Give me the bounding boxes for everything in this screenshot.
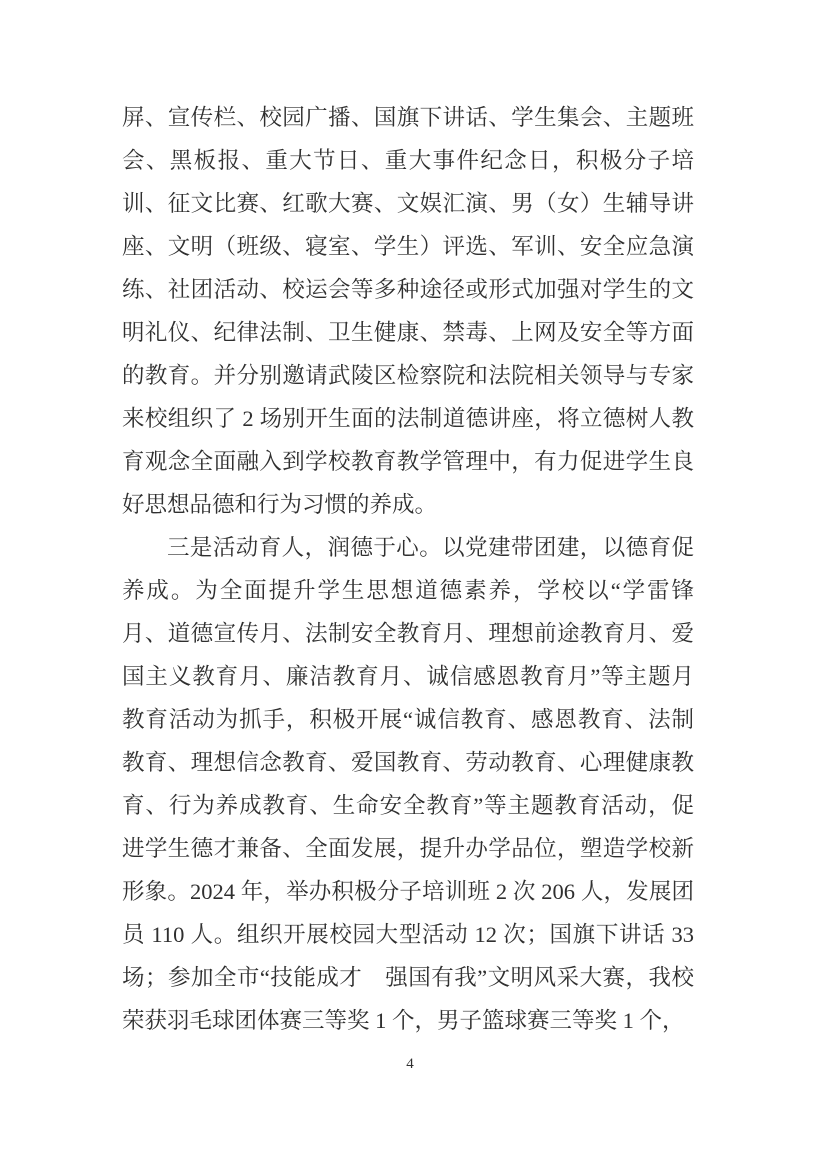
text-line: 国主义教育月、廉洁教育月、诚信感恩教育月”等主题月	[122, 664, 694, 689]
text-line: 训、征文比赛、红歌大赛、文娱汇演、男（女）生辅导讲	[122, 191, 694, 216]
text-line: 月、道德宣传月、法制安全教育月、理想前途教育月、爱	[122, 621, 694, 646]
page-number: 4	[406, 1056, 414, 1072]
document-body	[122, 96, 694, 1042]
text-line: 明礼仪、纪律法制、卫生健康、禁毒、上网及安全等方面	[122, 320, 694, 345]
text-line: 育、行为养成教育、生命安全教育”等主题教育活动，促	[122, 793, 694, 818]
text-line: 练、社团活动、校运会等多种途径或形式加强对学生的文	[122, 277, 694, 302]
text-line: 屏、宣传栏、校园广播、国旗下讲话、学生集会、主题班	[122, 105, 694, 130]
text-line: 会、黑板报、重大节日、重大事件纪念日，积极分子培	[122, 148, 694, 173]
text-line: 荣获羽毛球团体赛三等奖 1 个，男子篮球赛三等奖 1 个，	[122, 1008, 685, 1033]
text-line: 形象。2024 年，举办积极分子培训班 2 次 206 人，发展团	[122, 879, 694, 904]
text-line: 教育活动为抓手，积极开展“诚信教育、感恩教育、法制	[122, 707, 694, 732]
text-line: 好思想品德和行为习惯的养成。	[122, 492, 438, 517]
text-line: 教育、理想信念教育、爱国教育、劳动教育、心理健康教	[122, 750, 694, 775]
text-line: 场；参加全市“技能成才 强国有我”文明风采大赛，我校	[122, 965, 694, 990]
text-line: 养成。为全面提升学生思想道德素养，学校以“学雷锋	[122, 578, 694, 603]
text-line: 育观念全面融入到学校教育教学管理中，有力促进学生良	[122, 449, 694, 474]
text-line: 的教育。并分别邀请武陵区检察院和法院相关领导与专家	[122, 363, 694, 388]
text-line: 进学生德才兼备、全面发展，提升办学品位，塑造学校新	[122, 836, 694, 861]
text-line: 三是活动育人，润德于心。以党建带团建，以德育促	[167, 535, 694, 560]
text-line: 座、文明（班级、寝室、学生）评选、军训、安全应急演	[122, 234, 694, 259]
text-line: 来校组织了 2 场别开生面的法制道德讲座，将立德树人教	[122, 406, 694, 431]
text-line: 员 110 人。组织开展校园大型活动 12 次；国旗下讲话 33	[122, 922, 694, 947]
